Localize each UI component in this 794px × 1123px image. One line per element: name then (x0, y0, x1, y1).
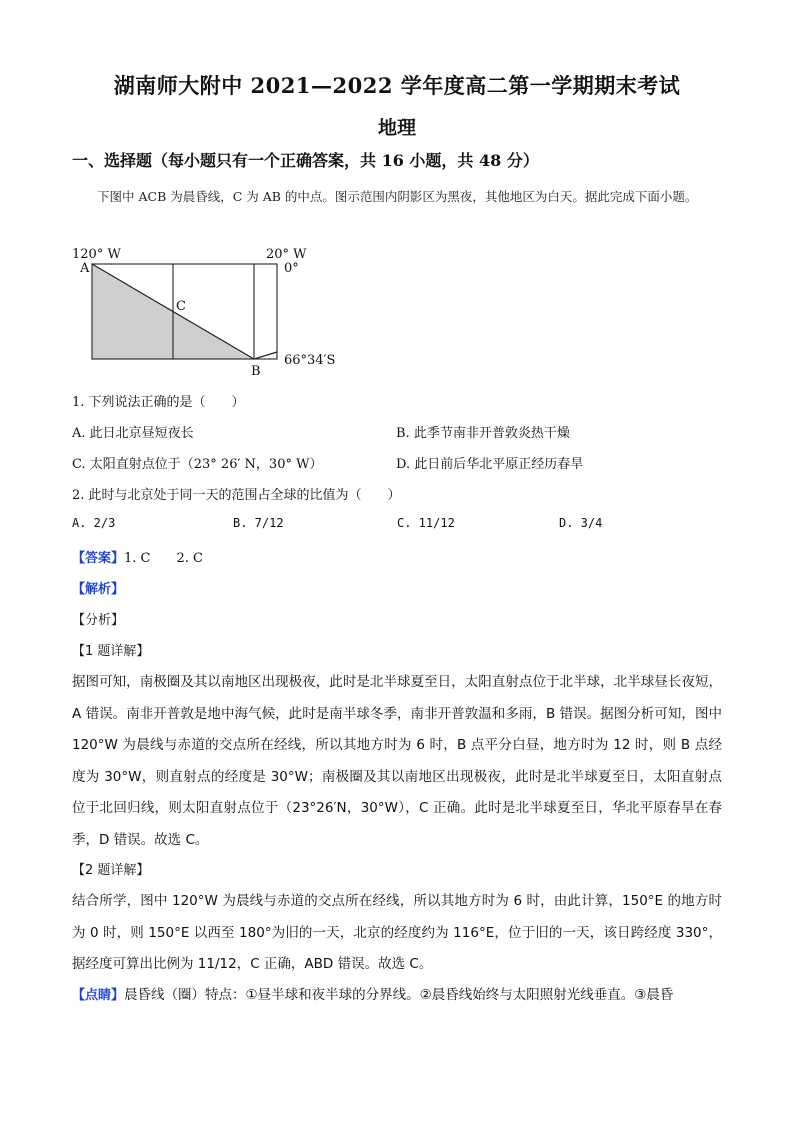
q1-option-c: C. 太阳直射点位于（23° 26′ N，30° W） (72, 457, 323, 472)
q1-option-b: B. 此季节南非开普敦炎热干燥 (396, 426, 570, 441)
jiexi-tag: 【解析】 (72, 582, 125, 597)
latitude-label: 66°34′S (284, 353, 336, 368)
answer-line (72, 547, 203, 566)
point-a-label: A (80, 261, 90, 276)
q2-detail-text: 结合所学，图中 120°W 为晨线与赤道的交点所在经线，所以其地方时为 6 时，由此计算，150°E 的地方时为 0 时，则 150°E 以西至 180°为旧的一天，北京的经度约为 116°E，位于旧的一天，该日跨经度 330°，据经度可算出比例为 11/12，C 正确，ABD 错误。故选 C。 (72, 893, 722, 972)
point-c-label: C (176, 299, 186, 314)
q2-option-c: C. 11/12 (397, 516, 455, 530)
q1-option-a: A. 此日北京昼短夜长 (72, 426, 194, 441)
q2-option-b: B. 7/12 (233, 516, 284, 530)
q2-option-a: A. 2/3 (72, 516, 116, 530)
longitude-label-20w: 20° W (266, 247, 307, 262)
terminator-diagram (72, 244, 362, 379)
fenxi-tag: 【分析】 (72, 613, 125, 628)
dianjing-tag: 【点睛】 (72, 988, 125, 1003)
equator-label: 0° (284, 261, 299, 276)
question-1-stem: 1. 下列说法正确的是（ ） (72, 395, 245, 410)
q2-option-d: D. 3/4 (559, 516, 603, 530)
dianjing-paragraph (72, 980, 722, 1012)
answer-tag: 【答案】 (72, 551, 125, 566)
subject-title: 地理 (377, 117, 416, 139)
q1-option-d: D. 此日前后华北平原正经历春旱 (396, 457, 584, 472)
answer-text: 1. C 2. C (124, 551, 203, 566)
question-intro: 下图中 ACB 为晨昏线，C 为 AB 的中点。图示范围内阴影区为黑夜，其他地区为白天。据此完成下面小题。 (97, 189, 698, 204)
dianjing-text: 晨昏线（圈）特点：①昼半球和夜半球的分界线。②晨昏线始终与太阳照射光线垂直。③晨昏 (124, 987, 674, 1003)
point-b-label: B (251, 364, 261, 379)
q2-detail-tag: 【2 题详解】 (72, 863, 150, 878)
longitude-label-120w: 120° W (72, 247, 121, 262)
question-2-stem: 2. 此时与北京处于同一天的范围占全球的比值为（ ） (72, 488, 401, 503)
q1-detail-tag: 【1 题详解】 (72, 644, 150, 659)
terminator-line (254, 352, 277, 359)
section-heading: 一、选择题（每小题只有一个正确答案，共 16 小题，共 48 分） (72, 151, 539, 170)
exam-title: 湖南师大附中 2021—2022 学年度高二第一学期期末考试 (113, 73, 681, 98)
q1-detail-text: 据图可知，南极圈及其以南地区出现极夜，此时是北半球夏至日，太阳直射点位于北半球，北半球昼长夜短，A 错误。南非开普敦是地中海气候，此时是南半球冬季，南非开普敦温和多雨，B 错误。据图分析可知，图中 120°W 为晨线与赤道的交点所在经线，所以其地方时为 6 时，B 点平分白昼，地方时为 12 时，则 B 点经度为 30°W，则直射点的经度是 30°W；南极圈及其以南地区出现极夜，此时是北半球夏至日，太阳直射点位于北回归线，则太阳直射点位于（23°26′N，30°W），C 正确。此时是北半球夏至日，华北平原春旱在春季，D 错误。故选 C。 (72, 674, 722, 848)
